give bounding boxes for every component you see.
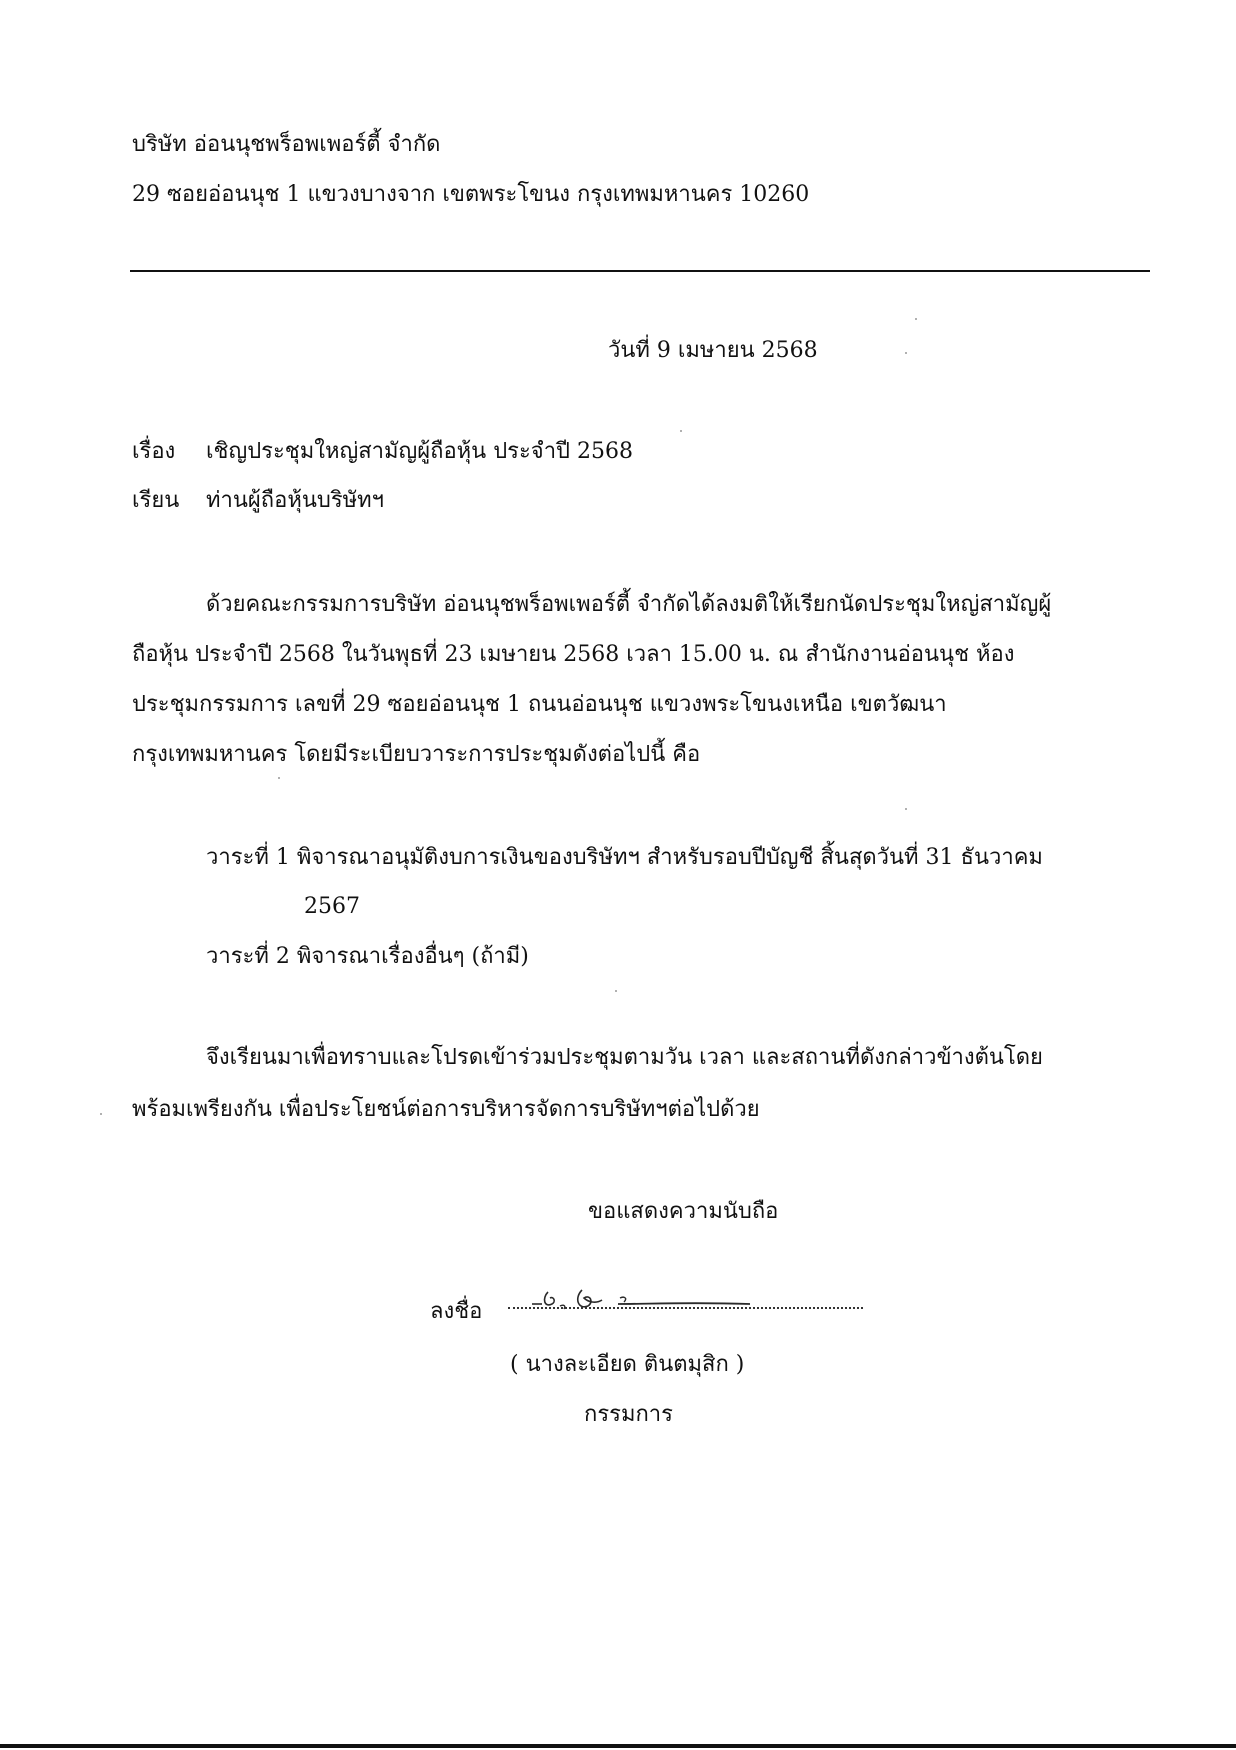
body-line-1: ด้วยคณะกรรมการบริษัท อ่อนนุชพร็อพเพอร์ตี้ จำกัดได้ลงมติให้เรียกนัดประชุมใหญ่สามัญผู้ <box>206 592 1052 617</box>
company-address: 29 ซอยอ่อนนุช 1 แขวงบางจาก เขตพระโขนง กรุงเทพมหานคร 10260 <box>132 182 810 207</box>
scan-speck <box>615 990 617 992</box>
agenda-item-1-continued: 2567 <box>304 894 360 919</box>
scan-speck <box>905 808 907 810</box>
agenda-item-2: วาระที่ 2 พิจารณาเรื่องอื่นๆ (ถ้ามี) <box>206 944 529 969</box>
company-name: บริษัท อ่อนนุชพร็อพเพอร์ตี้ จำกัด <box>132 132 441 157</box>
closing-line-2: พร้อมเพรียงกัน เพื่อประโยชน์ต่อการบริหารจัดการบริษัทฯต่อไปด้วย <box>132 1097 760 1122</box>
subject-label: เรื่อง <box>132 439 176 464</box>
body-line-3: ประชุมกรรมการ เลขที่ 29 ซอยอ่อนนุช 1 ถนนอ่อนนุช แขวงพระโขนงเหนือ เขตวัฒนา <box>132 692 947 717</box>
signature-label: ลงชื่อ <box>430 1299 483 1324</box>
scan-speck <box>680 430 682 432</box>
closing-line-1: จึงเรียนมาเพื่อทราบและโปรดเข้าร่วมประชุมตามวัน เวลา และสถานที่ดังกล่าวข้างต้นโดย <box>206 1045 1043 1070</box>
scan-speck <box>915 318 917 320</box>
scan-speck <box>278 777 280 779</box>
letter-date: วันที่ 9 เมษายน 2568 <box>608 338 818 363</box>
signatory-name: ( นางละเอียด ตินตมุสิก ) <box>510 1352 745 1377</box>
handwritten-signature <box>520 1284 760 1314</box>
subject-text: เชิญประชุมใหญ่สามัญผู้ถือหุ้น ประจำปี 2568 <box>206 439 633 464</box>
salutation-text: ท่านผู้ถือหุ้นบริษัทฯ <box>206 488 384 513</box>
body-line-4: กรุงเทพมหานคร โดยมีระเบียบวาระการประชุมดังต่อไปนี้ คือ <box>132 742 701 767</box>
agenda-item-1: วาระที่ 1 พิจารณาอนุมัติงบการเงินของบริษัทฯ สำหรับรอบปีบัญชี สิ้นสุดวันที่ 31 ธันวาคม <box>206 845 1043 870</box>
scan-bottom-edge <box>0 1744 1236 1748</box>
scan-speck <box>100 1113 102 1115</box>
salutation-label: เรียน <box>132 488 180 513</box>
signatory-position: กรรมการ <box>584 1402 673 1427</box>
scan-speck <box>905 352 907 354</box>
body-line-2: ถือหุ้น ประจำปี 2568 ในวันพุธที่ 23 เมษายน 2568 เวลา 15.00 น. ณ สำนักงานอ่อนนุช ห้อง <box>132 642 1015 667</box>
letterhead-divider <box>130 270 1150 272</box>
closing-regards: ขอแสดงความนับถือ <box>588 1199 779 1224</box>
